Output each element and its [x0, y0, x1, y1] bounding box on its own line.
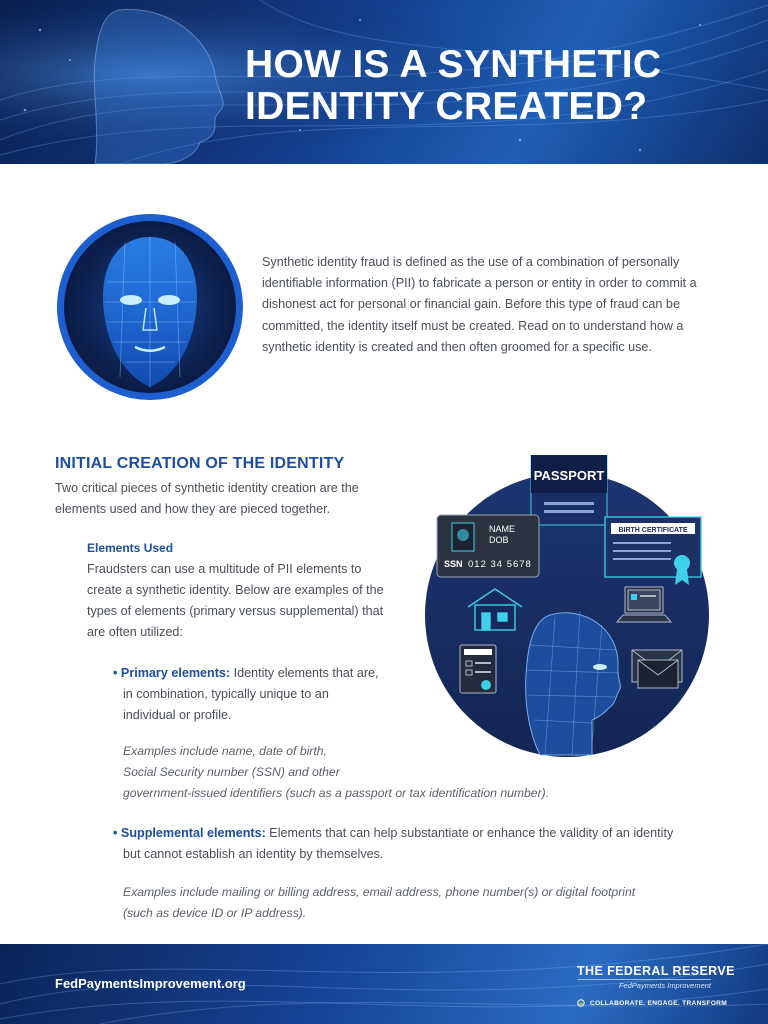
- intro-paragraph: Synthetic identity fraud is defined as the use of a combination of personally identifiable information (PII) to fabricate a person or entity in order to commit a dishonest act for personal or financial gain. Before this type of fraud can be committed, the identity itself must be created. Read on to understand how a synthetic identity is created and then often groomed for a specific use.: [262, 255, 697, 354]
- supplemental-example-line-2: (such as device ID or IP address).: [123, 906, 307, 920]
- elements-used-paragraph: Fraudsters can use a multitude of PII elements to create a synthetic identity. Below are examples of the types of elements (primary versus supplemental) that are often utilized:: [87, 562, 384, 639]
- section-intro-paragraph: Two critical pieces of synthetic identity creation are the elements used and how they are pieced together.: [55, 481, 359, 516]
- page-title: [245, 44, 745, 128]
- birth-certificate-icon: [605, 517, 701, 585]
- supplemental-elements-lead: Supplemental elements:: [120, 826, 266, 840]
- primary-elements-bullet: [113, 663, 403, 684]
- footer-banner: [0, 944, 768, 1024]
- page-title-line-1: HOW IS A SYNTHETIC: [245, 43, 662, 86]
- logo-subtitle: FedPayments Improvement: [618, 981, 711, 990]
- birth-certificate-label: BIRTH CERTIFICATE: [618, 527, 688, 534]
- header-banner: [0, 0, 768, 164]
- primary-example-line-1: Examples include name, date of birth,: [123, 744, 327, 758]
- logo-tagline: COLLABORATE. ENGAGE. TRANSFORM: [589, 999, 727, 1007]
- ssn-label: SSN: [444, 559, 463, 569]
- envelope-icon: [632, 650, 682, 688]
- primary-example-line-3: government-issued identifiers (such as a passport or tax identification number).: [123, 786, 550, 800]
- primary-elements-line-2: in combination, typically unique to an: [123, 687, 329, 701]
- bullet-dot: •: [113, 826, 118, 840]
- passport-icon: [531, 455, 607, 525]
- federal-reserve-logo: [577, 964, 735, 1011]
- primary-elements-lead: Primary elements:: [120, 666, 231, 680]
- digital-face-circle-image: [55, 212, 245, 402]
- primary-elements-line-1: Identity elements that are,: [233, 666, 379, 680]
- logo-tagline-row: [577, 995, 727, 1011]
- logo-name: THE FEDERAL RESERVE: [577, 964, 735, 978]
- supplemental-elements-line-1: Elements that can help substantiate or enhance the validity of an identity: [269, 826, 674, 840]
- seal-icon: [577, 995, 585, 1011]
- supplemental-example-line-1: Examples include mailing or billing address, email address, phone number(s) or digital footprint: [123, 885, 636, 899]
- card-dob-label: DOB: [489, 535, 509, 545]
- supplemental-elements-line-2: but cannot establish an identity by themselves.: [123, 847, 384, 861]
- documents-icon: [460, 645, 496, 693]
- website-link[interactable]: FedPaymentsImprovement.org: [55, 976, 246, 991]
- passport-label: PASSPORT: [533, 468, 605, 483]
- bullet-dot: •: [113, 666, 118, 680]
- laptop-icon: [617, 587, 671, 622]
- primary-elements-line-3: individual or profile.: [123, 708, 232, 722]
- supplemental-elements-bullet: [113, 823, 713, 844]
- section-heading: INITIAL CREATION OF THE IDENTITY: [55, 455, 345, 472]
- identity-elements-illustration: [420, 455, 720, 760]
- page-title-line-2: IDENTITY CREATED?: [245, 85, 648, 128]
- logo-divider: [577, 979, 711, 980]
- ssn-number: 012 34 5678: [468, 559, 532, 570]
- id-card-icon: [437, 515, 539, 577]
- elements-used-heading: Elements Used: [87, 541, 174, 555]
- card-name-label: NAME: [489, 524, 516, 534]
- primary-example-line-2: Social Security number (SSN) and other: [123, 765, 340, 779]
